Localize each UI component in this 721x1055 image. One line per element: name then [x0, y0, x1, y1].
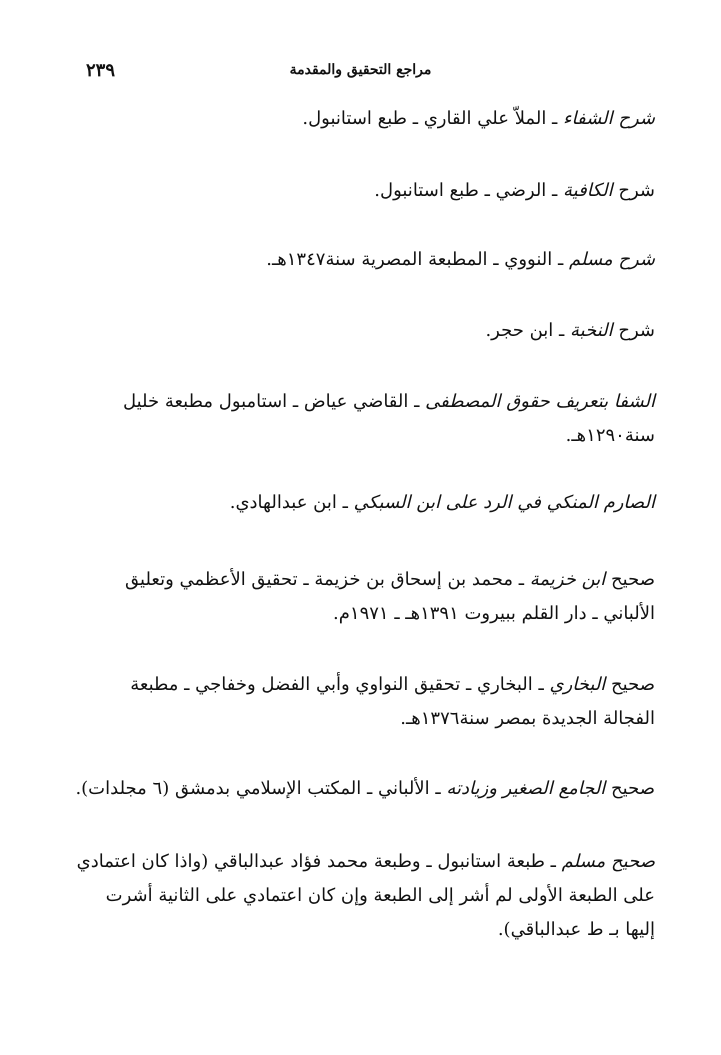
entry-title: الصارم المنكي في الرد على ابن السبكي [353, 492, 655, 513]
entry-details: ـ طبعة استانبول ـ وطبعة محمد فؤاد عبدالباقي (واذا كان اعتمادي على الطبعة الأولى لم أشر إلى الطبعة وإن كان اعتمادي على الثانية أشرت إليها بـ ط عبدالباقي). [76, 851, 655, 940]
reference-entry [75, 174, 655, 208]
reference-entry [75, 668, 655, 736]
entry-details: ـ الملاّ علي القاري ـ طبع استانبول. [302, 108, 564, 129]
entry-prefix: صحيح [605, 674, 655, 695]
entry-title: ابن خزيمة [529, 569, 606, 590]
reference-entry [75, 314, 655, 348]
entry-details: ـ ابن عبدالهادي. [229, 492, 354, 513]
entry-title: النخبة [570, 320, 613, 341]
running-header: مراجع التحقيق والمقدمة [289, 62, 432, 78]
entry-prefix: شرح [612, 320, 655, 341]
entry-details: ـ الألباني ـ المكتب الإسلامي بدمشق (٦ مجلدات). [75, 778, 447, 799]
entry-details: ـ الرضي ـ طبع استانبول. [374, 180, 564, 201]
reference-entry [75, 385, 655, 453]
entry-details: ـ محمد بن إسحاق بن خزيمة ـ تحقيق الأعظمي وتعليق الألباني ـ دار القلم ببيروت ١٣٩١هـ ـ ١٩٧١م. [125, 569, 655, 624]
entry-details: ـ ابن حجر. [485, 320, 571, 341]
reference-entry [75, 486, 655, 520]
page-number: ٢٣٩ [86, 60, 116, 81]
entry-prefix: صحيح [605, 569, 655, 590]
reference-entry [75, 102, 655, 136]
reference-entry [75, 772, 655, 806]
entry-title: البخاري [549, 674, 606, 695]
entry-details: ـ النووي ـ المطبعة المصرية سنة١٣٤٧هـ. [266, 249, 569, 270]
reference-entry [75, 845, 655, 947]
entry-title: الشفا بتعريف حقوق المصطفى [425, 391, 655, 412]
entry-title: صحيح مسلم [561, 851, 655, 872]
entry-prefix: صحيح [605, 778, 655, 799]
entry-title: الجامع الصغير وزيادته [446, 778, 606, 799]
entry-title: الكافية [563, 180, 613, 201]
reference-entry [75, 243, 655, 277]
entry-prefix: شرح [612, 180, 655, 201]
entry-details: ـ القاضي عياض ـ استامبول مطبعة خليل سنة١٢٩٠هـ. [122, 391, 655, 446]
entry-title: شرح مسلم [569, 249, 655, 270]
entry-title: شرح الشفاء [563, 108, 655, 129]
reference-entry [75, 563, 655, 631]
entry-details: ـ البخاري ـ تحقيق النواوي وأبي الفضل وخفاجي ـ مطبعة الفجالة الجديدة بمصر سنة١٣٧٦هـ. [130, 674, 655, 729]
